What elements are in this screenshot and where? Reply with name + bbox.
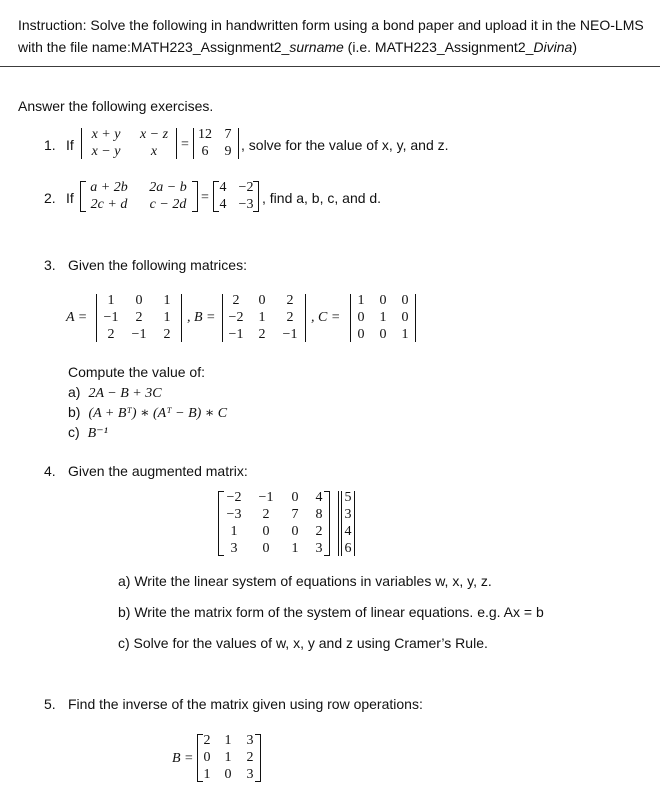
q1-equals: =: [181, 137, 189, 152]
augmented-cell: 0: [291, 490, 299, 505]
part-expression: (A + Bᵀ) ∗ (Aᵀ − B) ∗ C: [88, 406, 228, 421]
q4-item-c: c) Solve for the values of w, x, y and z using Cramer’s Rule.: [118, 635, 488, 651]
rhs-cell: 6: [344, 541, 352, 556]
q3-matrix-c-label: , C =: [311, 310, 341, 325]
rhs-cell: 4: [344, 524, 352, 539]
q4-rhs-column: [338, 490, 355, 557]
part-label: a): [68, 384, 81, 400]
augmented-cell: 3: [315, 541, 323, 556]
q4-item-b: b) Write the matrix form of the system of linear equations. e.g. Ax = b: [118, 604, 544, 620]
instruction-line-1: Instruction: Solve the following in handwritten form using a bond paper and upload it in the NEO-LMS: [18, 17, 644, 33]
q2-left-matrix: [80, 180, 198, 213]
q2-right-cell: −2: [238, 180, 254, 195]
augmented-cell: −1: [258, 490, 274, 505]
q3-matrix-b: [222, 293, 306, 343]
matrix-c-cell: 0: [379, 327, 387, 342]
q3-matrix-b-label: , B =: [187, 310, 216, 325]
q1-left-cell: x − z: [139, 127, 169, 142]
instruction-example: Divina: [533, 39, 573, 55]
augmented-cell: 3: [230, 541, 238, 556]
augmented-cell: 0: [291, 524, 299, 539]
q3-matrix-a-label: A =: [66, 310, 88, 325]
matrix-a-cell: −1: [131, 327, 147, 342]
matrix-b-cell: −1: [282, 327, 298, 342]
rhs-divider: [354, 491, 355, 556]
matrix-c-cell: 0: [401, 310, 409, 325]
augmented-cell: −3: [226, 507, 242, 522]
q1-instruction: , solve for the value of x, y, and z.: [241, 137, 449, 153]
matrix-c-cell: 0: [379, 293, 387, 308]
q1-right-cell: 6: [201, 144, 209, 159]
matrix-b-cell: 1: [258, 310, 266, 325]
q5-matrix-cell: 2: [246, 750, 254, 765]
matrix-a-cell: 2: [135, 310, 143, 325]
q1-left-cell: x − y: [91, 144, 121, 159]
matrix-a-cell: 1: [163, 293, 171, 308]
matrix-c-cell: 1: [357, 293, 365, 308]
augmented-cell: 1: [291, 541, 299, 556]
matrix-b-cell: −1: [228, 327, 244, 342]
augmented-cell: 0: [262, 524, 270, 539]
q1-right-cell: 12: [198, 127, 212, 142]
q3-number: 3.: [44, 257, 56, 273]
augmented-cell: 1: [230, 524, 238, 539]
matrix-b-cell: −2: [228, 310, 244, 325]
q2-left-cell: 2a − b: [149, 180, 187, 195]
matrix-a-cell: 1: [107, 293, 115, 308]
instruction-middle: (i.e. MATH223_Assignment2_: [343, 39, 534, 55]
q4-augmented-matrix: [218, 490, 330, 557]
q3-matrix-c: [350, 293, 416, 343]
instruction-line-2: [18, 39, 577, 55]
q3-part-a: [68, 384, 162, 402]
matrix-b-cell: 0: [258, 293, 266, 308]
q2-equals: =: [201, 190, 209, 205]
q4-text: Given the augmented matrix:: [68, 463, 248, 479]
q2-right-matrix: [213, 180, 259, 213]
instruction-prefix: with the file name:MATH223_Assignment2_: [18, 39, 290, 55]
q1-left-determinant: [81, 127, 177, 160]
q2-if: If: [66, 190, 74, 206]
q1-number: 1.: [44, 137, 56, 153]
q5-matrix-cell: 0: [203, 750, 211, 765]
rhs-divider: [338, 491, 339, 556]
q3-part-c: [68, 424, 108, 442]
q5-matrix-b: [197, 733, 261, 783]
matrix-b-cell: 2: [286, 310, 294, 325]
part-expression: B⁻¹: [87, 426, 108, 441]
q3-matrix-a: [96, 293, 182, 343]
q1-left-cell: x + y: [91, 127, 121, 142]
q5-matrix-cell: 3: [246, 733, 254, 748]
instruction-surname: surname: [289, 39, 344, 55]
exercises-heading: Answer the following exercises.: [18, 98, 214, 114]
part-label: c): [68, 424, 80, 440]
q2-right-cell: −3: [238, 197, 254, 212]
matrix-a-cell: 2: [107, 327, 115, 342]
q2-left-cell: a + 2b: [90, 180, 128, 195]
q5-matrix-cell: 3: [246, 767, 254, 782]
augmented-cell: −2: [226, 490, 242, 505]
part-label: b): [68, 404, 81, 420]
q5-matrix-cell: 1: [203, 767, 211, 782]
q3-compute-label: Compute the value of:: [68, 364, 205, 380]
q2-instruction: , find a, b, c, and d.: [262, 190, 382, 206]
rhs-divider: [341, 491, 342, 556]
part-expression: 2A − B + 3C: [88, 386, 162, 401]
q4-number: 4.: [44, 463, 56, 479]
q3-part-b: [68, 404, 227, 422]
matrix-c-cell: 1: [401, 327, 409, 342]
augmented-cell: 8: [315, 507, 323, 522]
q2-number: 2.: [44, 190, 56, 206]
q1-right-cell: 7: [224, 127, 232, 142]
matrix-a-cell: 1: [163, 310, 171, 325]
rhs-cell: 5: [344, 490, 352, 505]
q1-right-determinant: [193, 127, 239, 160]
q2-left-cell: 2c + d: [90, 197, 128, 212]
q2-left-cell: c − 2d: [149, 197, 187, 212]
q5-text: Find the inverse of the matrix given using row operations:: [68, 696, 423, 712]
q5-number: 5.: [44, 696, 56, 712]
matrix-a-cell: −1: [103, 310, 119, 325]
matrix-a-cell: 2: [163, 327, 171, 342]
augmented-cell: 2: [315, 524, 323, 539]
matrix-c-cell: 0: [357, 310, 365, 325]
augmented-cell: 7: [291, 507, 299, 522]
matrix-b-cell: 2: [258, 327, 266, 342]
q2-right-cell: 4: [219, 180, 227, 195]
matrix-c-cell: 0: [357, 327, 365, 342]
augmented-cell: 4: [315, 490, 323, 505]
augmented-cell: 0: [262, 541, 270, 556]
header-divider: [0, 66, 660, 67]
q5-matrix-cell: 1: [224, 750, 232, 765]
matrix-c-cell: 0: [401, 293, 409, 308]
rhs-cell: 3: [344, 507, 352, 522]
q1-if: If: [66, 137, 74, 153]
q5-matrix-cell: 1: [224, 733, 232, 748]
q2-right-cell: 4: [219, 197, 227, 212]
matrix-b-cell: 2: [232, 293, 240, 308]
matrix-c-cell: 1: [379, 310, 387, 325]
q5-matrix-b-label: B =: [172, 751, 194, 766]
q1-right-cell: 9: [224, 144, 232, 159]
instruction-suffix: ): [572, 39, 577, 55]
matrix-b-cell: 2: [286, 293, 294, 308]
q1-left-cell: x: [150, 144, 158, 159]
augmented-cell: 2: [262, 507, 270, 522]
matrix-a-cell: 0: [135, 293, 143, 308]
q5-matrix-cell: 0: [224, 767, 232, 782]
q4-item-a: a) Write the linear system of equations in variables w, x, y, z.: [118, 573, 492, 589]
q3-text: Given the following matrices:: [68, 257, 247, 273]
q5-matrix-cell: 2: [203, 733, 211, 748]
